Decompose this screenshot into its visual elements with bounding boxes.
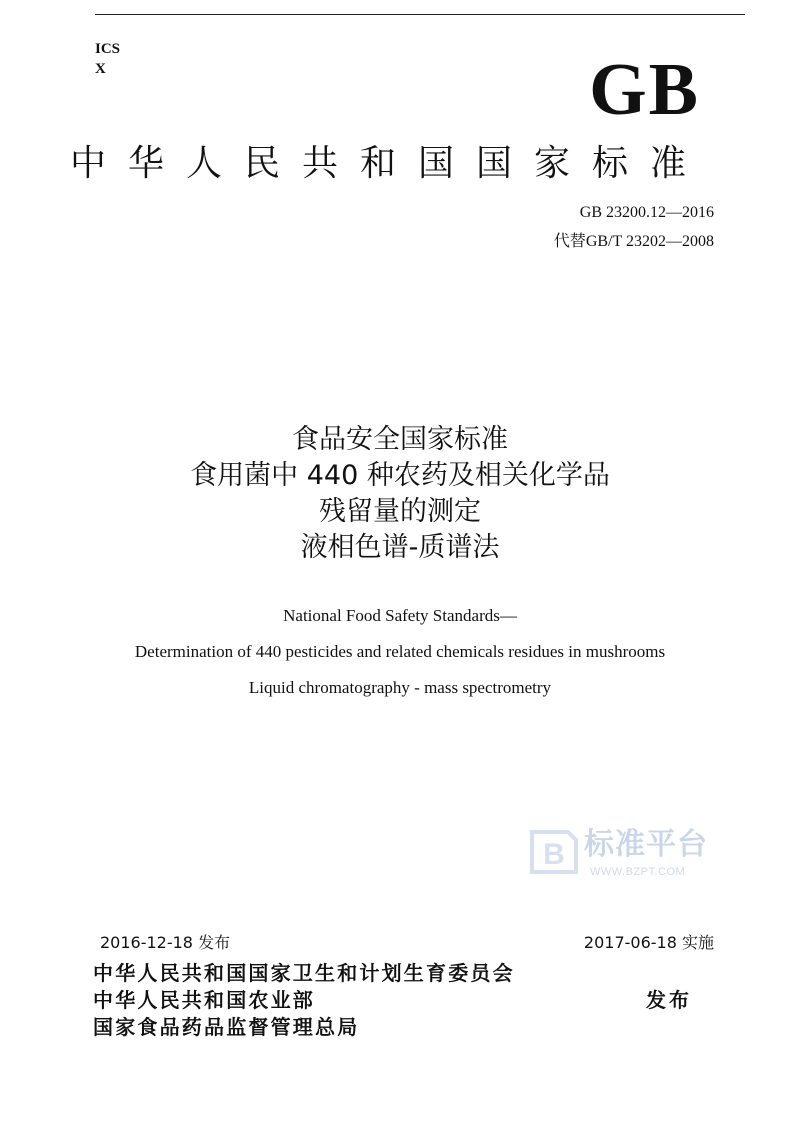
chinese-title-line: 食用菌中 440 种农药及相关化学品 <box>190 460 610 491</box>
watermark-url: WWW.BZPT.COM <box>590 866 686 878</box>
national-standard-title: 中华人民共和国国家标准 <box>70 143 709 184</box>
issuer: 中华人民共和国农业部 <box>93 988 315 1012</box>
english-title-line: Liquid chromatography - mass spectrometry <box>248 678 552 697</box>
classification-code: X <box>95 61 106 77</box>
issuer: 中华人民共和国国家卫生和计划生育委员会 <box>93 961 515 985</box>
chinese-title-line: 残留量的测定 <box>319 496 481 527</box>
ics-label: ICS <box>95 41 121 57</box>
issuer: 国家食品药品监督管理总局 <box>93 1015 360 1039</box>
issue-date: 2016-12-18 发布 <box>100 933 231 952</box>
gb-logo: GB <box>589 49 700 131</box>
standard-number: GB 23200.12—2016 <box>579 204 714 221</box>
replaces-standard: 代替GB/T 23202—2008 <box>553 233 714 250</box>
bzpt-logo-icon <box>528 826 580 878</box>
watermark-name: 标准平台 <box>584 827 708 862</box>
svg-text:B: B <box>543 838 565 871</box>
english-title <box>0 598 800 706</box>
english-title-line: National Food Safety Standards— <box>283 606 517 625</box>
publish-label: 发布 <box>646 988 692 1012</box>
english-title-line: Determination of 440 pesticides and related chemicals residues in mushrooms <box>134 642 666 661</box>
watermark <box>528 826 728 884</box>
top-rule <box>95 14 745 15</box>
implementation-date: 2017-06-18 实施 <box>583 933 714 952</box>
chinese-title <box>0 422 800 566</box>
chinese-title-line: 食品安全国家标准 <box>292 424 508 455</box>
chinese-title-line: 液相色谱-质谱法 <box>300 532 500 563</box>
